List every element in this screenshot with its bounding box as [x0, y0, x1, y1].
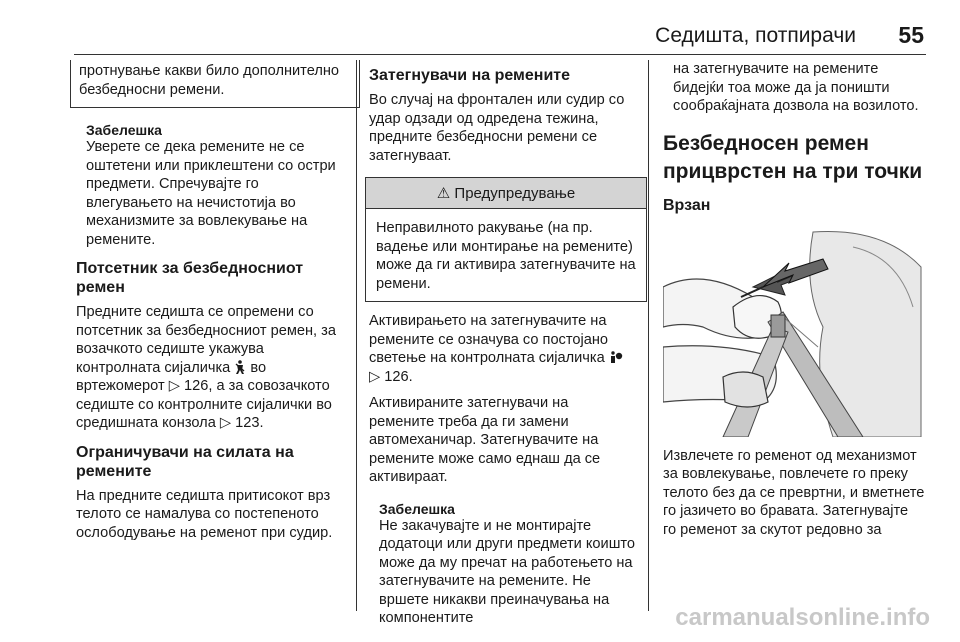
section-heading: Затегнувачи на ремените	[369, 67, 571, 84]
airbag-warning-lamp-icon	[609, 350, 623, 366]
note	[86, 122, 348, 249]
column-2	[369, 60, 637, 628]
continued-warning-box	[70, 60, 360, 108]
warning-body: Неправилното ракување (на пр. вадење или монтирање на ремените) може да ги активира затегнувачите на ремени.	[376, 220, 636, 292]
page-number: 55	[898, 22, 924, 48]
note	[379, 501, 637, 628]
reference-triangle-icon: ▷	[219, 415, 232, 431]
section-heading: Безбедносен ремен прицврстен на три точки	[663, 131, 923, 183]
seatbelt-warning-lamp-icon	[234, 360, 250, 376]
seatbelt-illustration	[663, 227, 925, 437]
warning-box	[365, 177, 647, 302]
note-body: Уверете се дека ремените не се оштетени или приклештени со остри предмети. Спречувајте го влегувањето на нечистотија во механизмите за вовлекување на ремените.	[86, 139, 336, 248]
paragraph: На предните седишта притисокот врз телото се намалува со постепеното ослободување на ременот при судир.	[76, 487, 333, 541]
section-heading: Потсетник за безбедносниот ремен	[76, 260, 304, 296]
note-title: Забелешка	[86, 122, 162, 138]
section-heading: Ограничувачи на силата на ремените	[76, 443, 294, 480]
column-1	[76, 60, 348, 542]
reference-triangle-icon: ▷	[168, 378, 180, 394]
column-divider	[356, 60, 357, 611]
continued-warning-text: протнување какви било дополнително безбедносни ремени.	[79, 63, 340, 98]
note-body: Не закачувајте и не монтирајте додатоци или други предмети коишто може да му пречат на работењето на затегнувачите на ремените. Не вршете никакви преиначувања на компонентите	[379, 517, 636, 626]
watermark: carmanualsonline.info	[675, 604, 930, 631]
paragraph: Активираните затегнувачи на ремените треба да ги замени автомеханичар. Затегнувачите на ремените може само еднаш да се активираат.	[369, 395, 601, 485]
paragraph: Активирањето на затегнувачите на ремените се означува со постојано светење на контролната сијаличка ▷ 126.	[369, 312, 637, 386]
warning-header: ⚠ Предупредување	[366, 178, 646, 209]
paragraph: Предните седишта се опремени со потсетник за безбедносниот ремен, за возачкото седиште укажува контролната сијаличка во вртежомерот ▷ 126, а за совозачкото седиште со контролните сијалички во средишната конзола ▷ 123.	[76, 304, 336, 431]
warning-triangle-icon: ⚠	[436, 185, 451, 202]
note-title: Забелешка	[379, 500, 455, 517]
column-divider	[648, 60, 649, 611]
paragraph: на затегнувачите на ремените бидејќи тоа може да ја поништи сообраќајната дозвола на возилото.	[673, 61, 919, 114]
paragraph: Во случај на фронтален или судир со удар одзади од одредена тежина, предните безбедносни ремени се затегнуваат.	[369, 92, 625, 164]
running-title: Седишта, потпирачи	[655, 24, 856, 47]
header-rule	[74, 54, 926, 55]
paragraph: Извлечете го ременот од механизмот за вовлекување, повлечете го преку телото без да се превртни, и вметнете го јазичето во бравата. Затегнувајте го ременот за скутот редовно за	[663, 447, 925, 538]
column-3	[663, 60, 925, 539]
reference-triangle-icon: ▷	[369, 368, 381, 385]
subsection-heading: Врзан	[663, 196, 711, 214]
